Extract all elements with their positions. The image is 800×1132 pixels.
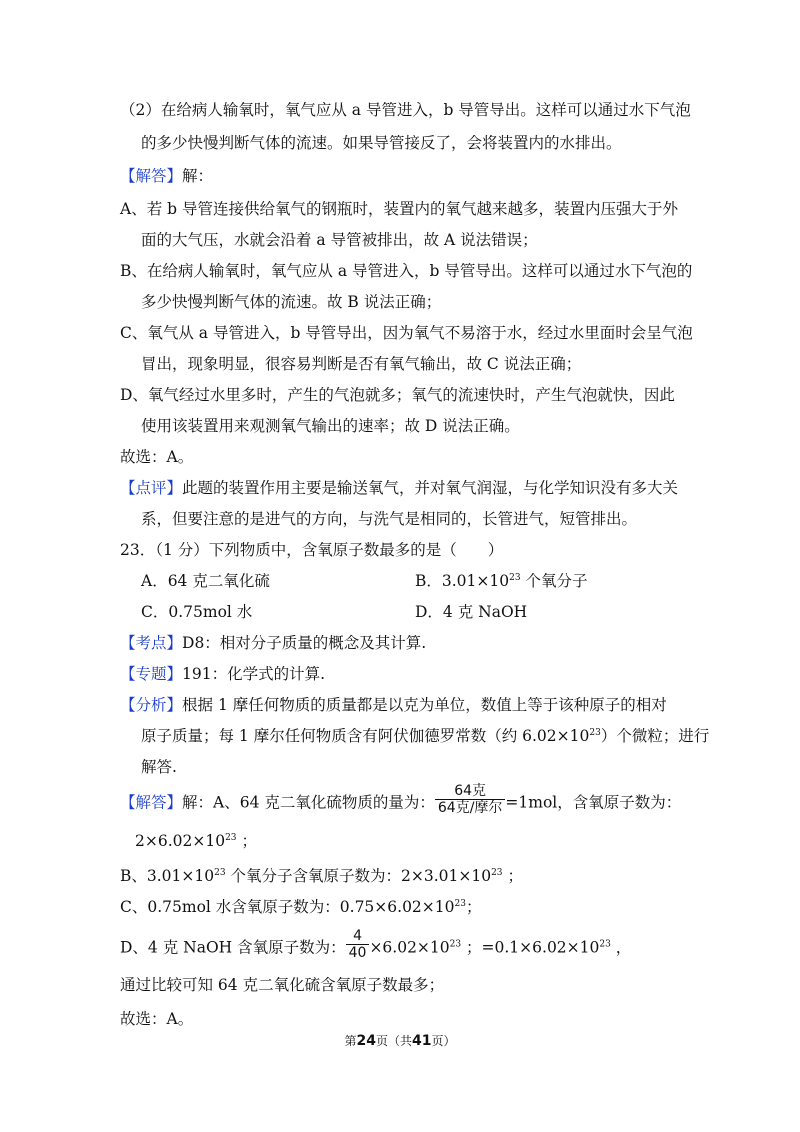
question-option-a: A．64 克二氧化硫: [141, 572, 270, 590]
answer-tag: 【解答】: [120, 167, 183, 185]
solution-line-b: B、$3.01\times 10^{23}$ 个氧分子含氧原子数为：$2\times 3.01\times 10^{23}$ ；: [120, 867, 523, 885]
option-d-line1: D、氧气经过水里多时，产生的气泡就多；氧气的流速快时，产生气泡就快，因此: [120, 386, 675, 404]
comment-tag: 【点评】: [120, 479, 183, 497]
kaodian-tag: 【考点】: [120, 634, 183, 652]
analysis-tag: 【分析】: [120, 696, 183, 714]
zhuanti-tag: 【专题】: [120, 665, 183, 683]
analysis-line3: 解答.: [141, 758, 177, 776]
option-b-line2: 多少快慢判断气体的流速。故 B 说法正确；: [141, 293, 442, 311]
analysis-line2: 原子质量；每 1 摩尔任何物质含有阿伏伽德罗常数（约 $6.02\times 10^{23}$）个微粒；进行: [141, 727, 710, 745]
option-a-line2: 面的大气压，水就会沿着 a 导管被排出，故 A 说法错误；: [141, 231, 538, 249]
zhuanti-line: [120, 664, 325, 684]
text-line: （2）在给病人输氧时，氧气应从 a 导管进入，b 导管导出。这样可以通过水下气泡: [120, 101, 691, 119]
kaodian-line: [120, 633, 426, 653]
comment-line1: [120, 478, 678, 498]
option-c-line2: 冒出，现象明显，很容易判断是否有氧气输出，故 C 说法正确；: [141, 355, 582, 373]
fraction-4-40: $\frac{4}{40}$: [346, 928, 370, 961]
solution-tag: 【解答】: [120, 793, 183, 812]
answer-heading: [120, 166, 213, 186]
option-c-line1: C、氧气从 a 导管进入，b 导管导出，因为氧气不易溶于水，经过水里面时会呈气泡: [120, 324, 693, 342]
answer-text: 解：: [182, 167, 214, 185]
question-stem: 23．（1 分）下列物质中，含氧原子数最多的是（ ）: [120, 541, 504, 559]
text-line: 的多少快慢判断气体的流速。如果导管接反了，会将装置内的水排出。: [141, 134, 622, 152]
solution-line-d: D、4 克 NaOH 含氧原子数为： $\frac{4}{40}$ $\times 6.02\times 10^{23}$ ；$=0.1\times 6.02\times 10^{23}$ ，: [120, 928, 632, 961]
question-option-c: C．0.75mol 水: [141, 603, 253, 621]
analysis-line1: [120, 695, 667, 715]
solution-line-a: 【解答】解：A、64 克二氧化硫物质的量为： $\frac{\text{64克}}{\text{64克/摩尔}}$ =1mol，含氧原子数为：: [120, 783, 682, 816]
option-d-line2: 使用该装置用来观测氧气输出的速率；故 D 说法正确。: [141, 417, 520, 435]
comment-line2: 系，但要注意的是进气的方向，与洗气是相同的，长管进气，短管排出。: [141, 510, 638, 528]
zhuanti-text: 191：化学式的计算.: [182, 665, 326, 683]
page-number: 第24页（共41页）: [344, 1033, 456, 1049]
question-option-d: D．4 克 NaOH: [415, 603, 528, 621]
solution-line-c: C、0.75mol 水含氧原子数为：$0.75\times 6.02\times 10^{23}$；: [120, 898, 482, 916]
solution-choice: 故选：A。: [120, 1010, 194, 1028]
solution-line-a2: $2\times 6.02\times 10^{23}$ ；: [135, 832, 257, 850]
solution-compare: 通过比较可知 64 克二氧化硫含氧原子数最多；: [120, 976, 445, 994]
question-option-b: B．$3.01\times 10^{23}$ 个氧分子: [415, 572, 588, 590]
fraction-64g: $\frac{\text{64克}}{\text{64克/摩尔}}$: [435, 783, 506, 816]
comment-text: 此题的装置作用主要是输送氧气，并对氧气润湿，与化学知识没有多大关: [182, 479, 679, 497]
choice-result: 故选：A。: [120, 448, 194, 466]
kaodian-text: D8：相对分子质量的概念及其计算.: [182, 634, 427, 652]
option-a-line1: A、若 b 导管连接供给氧气的钢瓶时，装置内的氧气越来越多，装置内压强大于外: [120, 200, 678, 218]
analysis-text: 根据 1 摩任何物质的质量都是以克为单位，数值上等于该种原子的相对: [182, 696, 667, 714]
option-b-line1: B、在给病人输氧时，氧气应从 a 导管进入，b 导管导出。这样可以通过水下气泡的: [120, 262, 693, 280]
